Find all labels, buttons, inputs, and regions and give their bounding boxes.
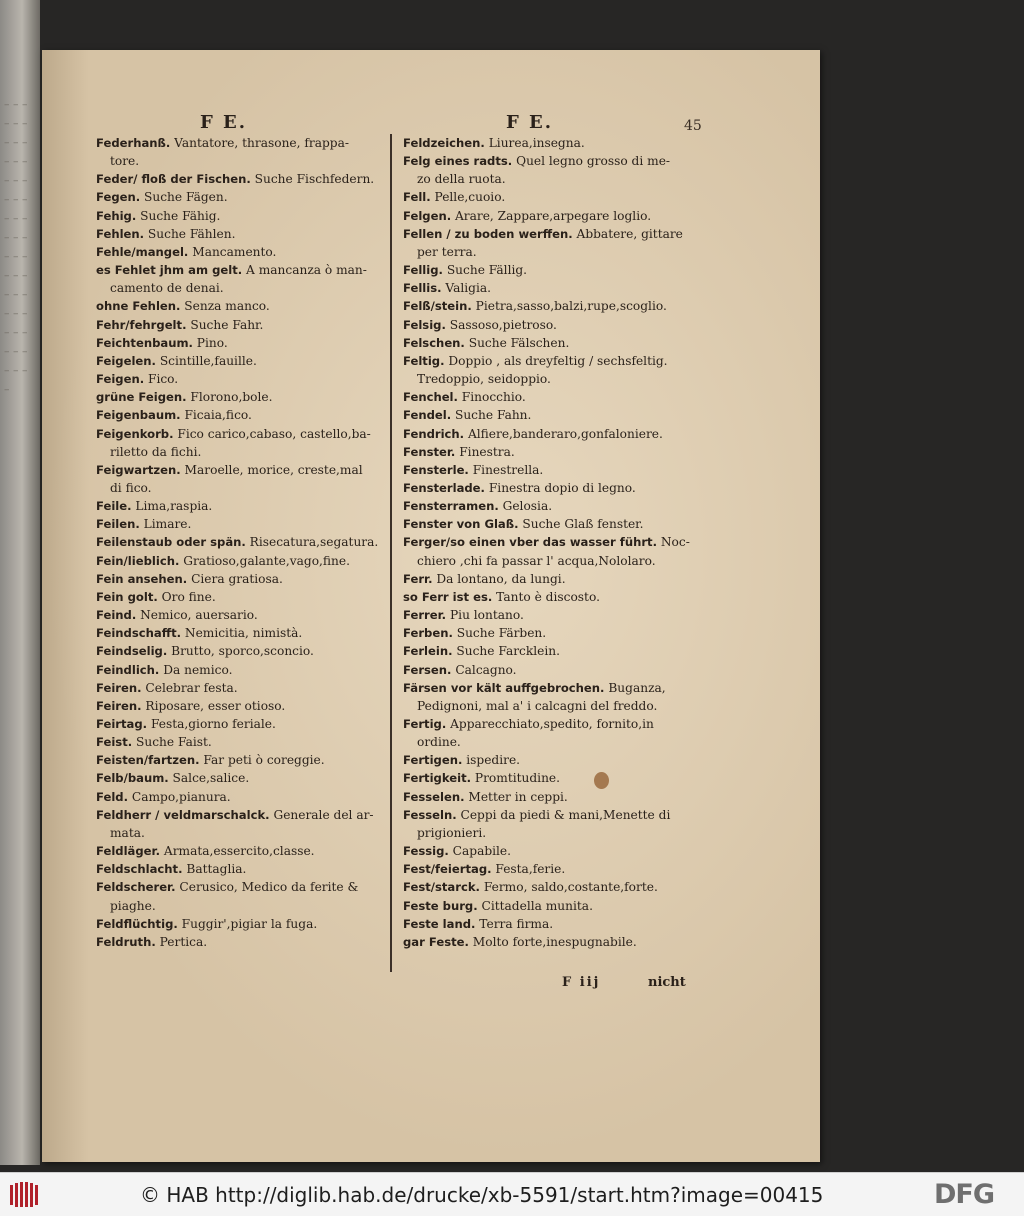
- dictionary-entry: [96, 406, 384, 424]
- dictionary-entry: [403, 661, 693, 679]
- entry-translation: ispedire.: [462, 753, 521, 768]
- dictionary-entry: [403, 897, 693, 915]
- dictionary-entry: [96, 316, 384, 334]
- entry-headword: Feldruth.: [96, 934, 156, 949]
- entry-translation: Oro fine.: [157, 589, 216, 604]
- entry-translation: camento de denai.: [110, 281, 224, 296]
- entry-headword: ohne Fehlen.: [96, 299, 181, 314]
- entry-translation: Pino.: [192, 335, 228, 350]
- dictionary-entry: [96, 352, 384, 370]
- entry-translation: Far peti ò coreggie.: [199, 753, 325, 768]
- entry-translation: Fico carico,cabaso, castello,ba-: [173, 426, 371, 441]
- entry-translation: Armata,essercito,classe.: [160, 844, 315, 859]
- dictionary-entry: [96, 134, 384, 152]
- signature-mark: F iij: [562, 975, 601, 990]
- dictionary-entry: [96, 515, 384, 533]
- dictionary-entry: [96, 679, 384, 697]
- entry-translation: Valigia.: [441, 281, 492, 296]
- entry-translation: Scintille,fauille.: [155, 353, 257, 368]
- dictionary-entry: [96, 370, 384, 388]
- entry-translation: per terra.: [417, 244, 477, 259]
- entry-translation: ordine.: [417, 735, 461, 750]
- entry-translation: Metter in ceppi.: [464, 789, 568, 804]
- dictionary-entry: [403, 860, 693, 878]
- entry-translation: Suche Fälschen.: [464, 335, 570, 350]
- dictionary-entry: [96, 661, 384, 679]
- entry-translation: Cerusico, Medico da ferite &: [175, 880, 359, 895]
- entry-headword: Feilen.: [96, 517, 140, 532]
- dictionary-entry: [403, 443, 693, 461]
- entry-headword: Felß/stein.: [403, 299, 472, 314]
- entry-translation: Finestra.: [455, 444, 515, 459]
- entry-headword: Fenster.: [403, 444, 456, 459]
- entry-translation: Suche Fällig.: [442, 263, 528, 278]
- dictionary-entry: [96, 497, 384, 515]
- entry-translation: Ciera gratiosa.: [187, 571, 283, 586]
- dictionary-entry: [403, 715, 693, 733]
- dictionary-entry: [96, 425, 384, 443]
- dictionary-entry: [96, 188, 384, 206]
- entry-translation: zo della ruota.: [417, 172, 506, 187]
- entry-translation: Finestra dopio di legno.: [484, 480, 636, 495]
- entry-headword: Fehle/mangel.: [96, 244, 189, 259]
- entry-translation: Risecatura,segatura.: [245, 535, 379, 550]
- dictionary-entry: [403, 316, 693, 334]
- entry-translation: Sassoso,pietroso.: [445, 317, 557, 332]
- entry-headword: Feldschlacht.: [96, 862, 183, 877]
- entry-translation: Tredoppio, seidoppio.: [417, 372, 551, 387]
- dictionary-entry: [96, 334, 384, 352]
- entry-continuation: [403, 170, 693, 188]
- entry-translation: Fuggir',pigiar la fuga.: [177, 916, 318, 931]
- entry-headword: Fellen / zu boden werffen.: [403, 226, 573, 241]
- entry-translation: Capabile.: [448, 844, 512, 859]
- column-divider-rule: [390, 134, 392, 972]
- dictionary-entry: [403, 334, 693, 352]
- entry-headword: Fein ansehen.: [96, 571, 188, 586]
- dictionary-entry: [403, 769, 693, 787]
- entry-headword: Ferr.: [403, 571, 433, 586]
- entry-headword: gar Feste.: [403, 934, 469, 949]
- dictionary-entry: [403, 533, 693, 551]
- entry-headword: Fensterle.: [403, 462, 469, 477]
- dictionary-entry: [96, 225, 384, 243]
- dictionary-entry: [403, 915, 693, 933]
- entry-translation: Quel legno grosso di me-: [512, 154, 671, 169]
- dictionary-entry: [403, 461, 693, 479]
- dictionary-entry: [403, 479, 693, 497]
- dictionary-entry: [96, 715, 384, 733]
- entry-headword: Fell.: [403, 190, 431, 205]
- viewer-footer: [0, 1172, 1024, 1216]
- entry-headword: Fersen.: [403, 662, 452, 677]
- entry-headword: Feste land.: [403, 916, 476, 931]
- entry-translation: Nemicitia, nimistà.: [181, 626, 303, 641]
- entry-continuation: [403, 697, 693, 715]
- running-header-right: F E.: [506, 112, 554, 133]
- entry-translation: Terra firma.: [475, 916, 554, 931]
- dictionary-entry: [403, 207, 693, 225]
- dictionary-entry: [96, 261, 384, 279]
- entry-headword: Feichtenbaum.: [96, 335, 193, 350]
- dictionary-entry: [403, 842, 693, 860]
- entry-translation: Finocchio.: [457, 390, 526, 405]
- entry-translation: Campo,pianura.: [128, 789, 231, 804]
- entry-headword: Ferlein.: [403, 644, 453, 659]
- dictionary-entry: [403, 788, 693, 806]
- dictionary-entry: [403, 225, 693, 243]
- dictionary-entry: [96, 388, 384, 406]
- entry-headword: Feste burg.: [403, 898, 478, 913]
- entry-translation: Lima,raspia.: [131, 499, 213, 514]
- entry-headword: Feigenbaum.: [96, 408, 181, 423]
- dictionary-entry: [96, 243, 384, 261]
- dictionary-entry: [96, 170, 384, 188]
- entry-translation: mata.: [110, 825, 145, 840]
- dictionary-entry: [403, 261, 693, 279]
- entry-headword: Feiren.: [96, 698, 142, 713]
- entry-headword: Fein/lieblich.: [96, 553, 180, 568]
- entry-translation: Piu lontano.: [446, 608, 524, 623]
- dictionary-entry: [96, 697, 384, 715]
- dictionary-entry: [403, 642, 693, 660]
- copyright-url-link[interactable]: © HAB http://diglib.hab.de/drucke/xb-5591/start.htm?image=00415: [140, 1183, 824, 1207]
- entry-headword: Fest/feiertag.: [403, 862, 492, 877]
- entry-headword: Feist.: [96, 735, 133, 750]
- entry-headword: Fein golt.: [96, 589, 158, 604]
- entry-translation: prigionieri.: [417, 825, 487, 840]
- entry-headword: Fesseln.: [403, 807, 457, 822]
- entry-headword: Fertigkeit.: [403, 771, 472, 786]
- entry-headword: grüne Feigen.: [96, 390, 187, 405]
- page-number: 45: [684, 118, 702, 134]
- left-dictionary-column: [96, 134, 384, 951]
- entry-translation: Apparecchiato,spedito, fornito,in: [446, 717, 654, 731]
- entry-translation: Salce,salice.: [168, 771, 250, 786]
- dfg-logo: DFG: [934, 1179, 995, 1210]
- entry-headword: Feder/ floß der Fischen.: [96, 172, 251, 187]
- entry-translation: Nemico, auersario.: [136, 608, 258, 623]
- entry-translation: Cittadella munita.: [477, 898, 593, 913]
- entry-headword: Fehig.: [96, 208, 137, 223]
- entry-headword: Feldflüchtig.: [96, 916, 178, 931]
- dictionary-entry: [403, 388, 693, 406]
- entry-headword: Fellig.: [403, 263, 443, 278]
- entry-headword: Fendrich.: [403, 426, 465, 441]
- running-header-left: F E.: [200, 112, 248, 133]
- entry-headword: Fehlen.: [96, 226, 145, 241]
- dictionary-entry: [96, 733, 384, 751]
- entry-translation: A mancanza ò man-: [242, 263, 367, 278]
- entry-headword: Feigwartzen.: [96, 462, 181, 477]
- entry-translation: Noc-: [657, 535, 690, 550]
- entry-headword: Feldscherer.: [96, 880, 176, 895]
- adjacent-page-edge: [0, 0, 40, 1165]
- entry-translation: Maroelle, morice, creste,mal: [180, 462, 363, 477]
- entry-translation: Ceppi da piedi & mani,Menette di: [456, 807, 671, 822]
- entry-headword: Feindselig.: [96, 644, 168, 659]
- entry-headword: Fensterramen.: [403, 499, 499, 514]
- ink-stain: [594, 772, 609, 789]
- dictionary-entry: [403, 806, 693, 824]
- entry-translation: Da lontano, da lungi.: [432, 571, 566, 586]
- entry-translation: Finestrella.: [468, 462, 544, 477]
- dictionary-entry: [403, 933, 693, 951]
- dictionary-entry: [96, 207, 384, 225]
- dictionary-entry: [403, 134, 693, 152]
- entry-translation: piaghe.: [110, 898, 156, 913]
- entry-headword: Feile.: [96, 499, 132, 514]
- entry-headword: Fesselen.: [403, 789, 465, 804]
- entry-headword: Färsen vor kält auffgebrochen.: [403, 680, 605, 695]
- entry-headword: Fellis.: [403, 281, 442, 296]
- entry-headword: Ferger/so einen vber das wasser führt.: [403, 535, 657, 550]
- entry-headword: Felschen.: [403, 335, 465, 350]
- entry-translation: Limare.: [139, 517, 192, 532]
- entry-continuation: [403, 552, 693, 570]
- entry-translation: Molto forte,inespugnabile.: [468, 934, 637, 949]
- entry-translation: Generale del ar-: [269, 807, 374, 822]
- entry-continuation: [96, 897, 384, 915]
- entry-headword: Fenchel.: [403, 390, 458, 405]
- entry-translation: Festa,ferie.: [491, 862, 566, 877]
- entry-headword: Felb/baum.: [96, 771, 169, 786]
- dictionary-entry: [403, 497, 693, 515]
- entry-headword: Fenster von Glaß.: [403, 517, 519, 532]
- dictionary-entry: [96, 624, 384, 642]
- entry-headword: Feldzeichen.: [403, 136, 485, 150]
- dictionary-entry: [96, 570, 384, 588]
- dictionary-entry: [403, 297, 693, 315]
- dictionary-entry: [96, 842, 384, 860]
- entry-translation: Suche Fähig.: [136, 208, 221, 223]
- dictionary-entry: [96, 642, 384, 660]
- entry-headword: so Ferr ist es.: [403, 589, 493, 604]
- entry-headword: Feiren.: [96, 680, 142, 695]
- entry-translation: Fico.: [144, 372, 179, 387]
- entry-headword: Feindlich.: [96, 662, 160, 677]
- entry-translation: di fico.: [110, 480, 152, 495]
- entry-headword: Feind.: [96, 608, 137, 623]
- entry-headword: Fertigen.: [403, 753, 463, 768]
- dictionary-entry: [96, 915, 384, 933]
- dictionary-entry: [96, 878, 384, 896]
- entry-continuation: [96, 279, 384, 297]
- entry-headword: Fensterlade.: [403, 480, 485, 495]
- dictionary-entry: [96, 606, 384, 624]
- dictionary-entry: [403, 406, 693, 424]
- entry-translation: Mancamento.: [188, 244, 277, 259]
- dictionary-entry: [96, 297, 384, 315]
- dictionary-entry: [403, 425, 693, 443]
- entry-translation: Alfiere,banderaro,gonfaloniere.: [464, 426, 663, 441]
- dictionary-entry: [403, 515, 693, 533]
- entry-headword: es Fehlet jhm am gelt.: [96, 263, 243, 278]
- entry-headword: Ferrer.: [403, 608, 447, 623]
- entry-continuation: [403, 243, 693, 261]
- entry-translation: Suche Glaß fenster.: [518, 517, 644, 532]
- entry-continuation: [403, 733, 693, 751]
- entry-headword: Feigenkorb.: [96, 426, 174, 441]
- dictionary-entry: [96, 533, 384, 551]
- dictionary-entry: [96, 588, 384, 606]
- dictionary-entry: [96, 769, 384, 787]
- entry-translation: Suche Fischfedern.: [250, 172, 375, 187]
- entry-headword: Ferben.: [403, 626, 453, 641]
- entry-headword: Feindschafft.: [96, 626, 182, 641]
- entry-translation: Vantatore, thrasone, frappa-: [170, 136, 349, 150]
- entry-headword: Fegen.: [96, 190, 141, 205]
- right-dictionary-column: [403, 134, 693, 951]
- dictionary-entry: [403, 152, 693, 170]
- dictionary-entry: [96, 933, 384, 951]
- entry-headword: Felsig.: [403, 317, 446, 332]
- entry-translation: Fermo, saldo,costante,forte.: [479, 880, 658, 895]
- entry-headword: Feisten/fartzen.: [96, 753, 200, 768]
- dictionary-entry: [403, 878, 693, 896]
- entry-translation: Tanto è discosto.: [492, 589, 600, 604]
- entry-headword: Feilenstaub oder spän.: [96, 535, 246, 550]
- dictionary-entry: [403, 279, 693, 297]
- entry-translation: Liurea,insegna.: [484, 136, 585, 150]
- entry-translation: riletto da fichi.: [110, 444, 202, 459]
- entry-translation: Suche Fahn.: [451, 408, 532, 423]
- dictionary-entry: [403, 352, 693, 370]
- entry-headword: Fest/starck.: [403, 880, 480, 895]
- dictionary-entry: [403, 188, 693, 206]
- entry-translation: Ficaia,fico.: [180, 408, 252, 423]
- entry-continuation: [96, 152, 384, 170]
- dictionary-entry: [403, 751, 693, 769]
- entry-continuation: [96, 479, 384, 497]
- entry-headword: Feigelen.: [96, 353, 156, 368]
- entry-translation: Suche Faist.: [132, 735, 212, 750]
- entry-headword: Fertig.: [403, 717, 447, 731]
- entry-continuation: [403, 370, 693, 388]
- entry-continuation: [96, 824, 384, 842]
- entry-headword: Fehr/fehrgelt.: [96, 317, 187, 332]
- entry-translation: Suche Fahr.: [186, 317, 264, 332]
- entry-translation: Celebrar festa.: [141, 680, 238, 695]
- entry-translation: Doppio , als dreyfeltig / sechsfeltig.: [444, 353, 668, 368]
- dictionary-entry: [403, 624, 693, 642]
- entry-translation: Suche Farcklein.: [452, 644, 560, 659]
- entry-translation: Da nemico.: [159, 662, 233, 677]
- dictionary-entry: [96, 860, 384, 878]
- dictionary-entry: [96, 461, 384, 479]
- entry-headword: Federhanß.: [96, 136, 171, 150]
- entry-translation: Calcagno.: [451, 662, 517, 677]
- entry-translation: Promtitudine.: [471, 771, 561, 786]
- entry-translation: Florono,bole.: [186, 390, 273, 405]
- entry-translation: Brutto, sporco,sconcio.: [167, 644, 314, 659]
- entry-headword: Feirtag.: [96, 717, 148, 731]
- entry-translation: Buganza,: [604, 680, 666, 695]
- entry-headword: Felg eines radts.: [403, 154, 513, 169]
- entry-headword: Fessig.: [403, 844, 449, 859]
- dictionary-entry: [96, 788, 384, 806]
- entry-translation: Suche Fählen.: [144, 226, 236, 241]
- catchword: nicht: [648, 975, 686, 990]
- dictionary-entry: [403, 679, 693, 697]
- hab-logo-icon: [8, 1180, 41, 1209]
- entry-headword: Fendel.: [403, 408, 452, 423]
- entry-continuation: [403, 824, 693, 842]
- entry-translation: Senza manco.: [180, 299, 270, 314]
- entry-headword: Feld.: [96, 789, 128, 804]
- entry-translation: Pietra,sasso,balzi,rupe,scoglio.: [471, 299, 667, 314]
- entry-headword: Feigen.: [96, 372, 145, 387]
- dictionary-entry: [403, 570, 693, 588]
- adjacent-page-text-bleed: – – – – – – – – – – – – – – – – – – – – – – – – – – – – – – – – – – – – – – – – – – – – – –: [4, 98, 28, 396]
- entry-continuation: [96, 443, 384, 461]
- entry-headword: Feldherr / veldmarschalck.: [96, 807, 270, 822]
- entry-translation: Festa,giorno feriale.: [147, 717, 276, 731]
- entry-translation: Pelle,cuoio.: [430, 190, 506, 205]
- entry-translation: Riposare, esser otioso.: [141, 698, 286, 713]
- entry-headword: Felgen.: [403, 208, 452, 223]
- dictionary-entry: [403, 588, 693, 606]
- entry-translation: Gratioso,galante,vago,fine.: [179, 553, 350, 568]
- entry-translation: Battaglia.: [182, 862, 247, 877]
- entry-headword: Feltig.: [403, 353, 445, 368]
- entry-translation: tore.: [110, 154, 140, 169]
- entry-translation: Abbatere, gittare: [572, 226, 683, 241]
- dictionary-entry: [96, 806, 384, 824]
- entry-translation: Pertica.: [155, 934, 208, 949]
- entry-translation: Pedignoni, mal a' i calcagni del freddo.: [417, 698, 658, 713]
- dictionary-entry: [96, 751, 384, 769]
- dictionary-entry: [403, 606, 693, 624]
- entry-translation: chiero ,chi fa passar l' acqua,Nololaro.: [417, 553, 656, 568]
- entry-translation: Gelosia.: [498, 499, 553, 514]
- entry-headword: Feldläger.: [96, 844, 161, 859]
- entry-translation: Suche Fägen.: [140, 190, 228, 205]
- entry-translation: Suche Färben.: [452, 626, 547, 641]
- dictionary-entry: [96, 552, 384, 570]
- entry-translation: Arare, Zappare,arpegare loglio.: [451, 208, 652, 223]
